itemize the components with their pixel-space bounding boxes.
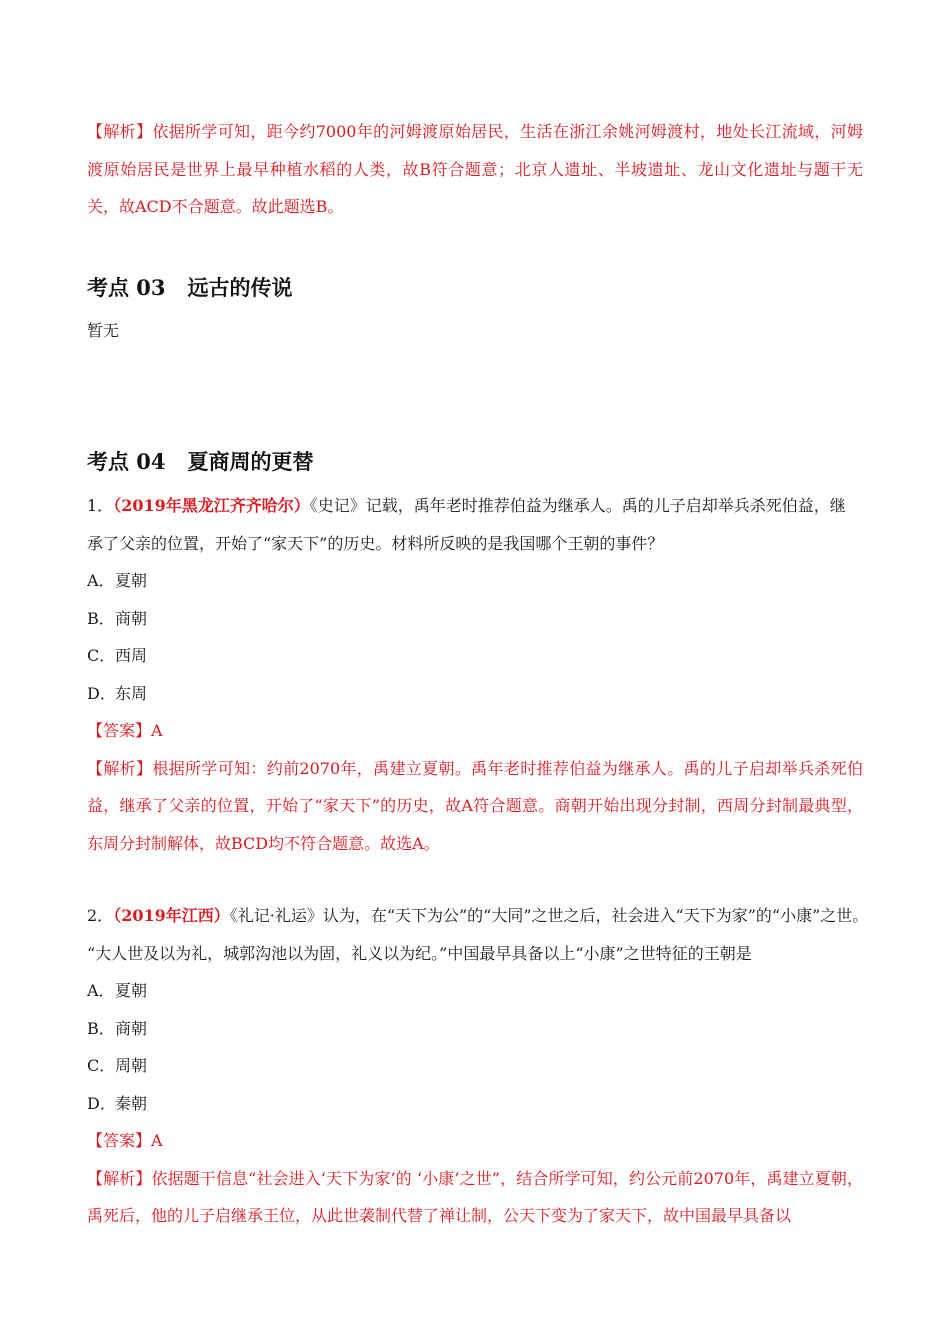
question-stem-line: 承了父亲的位置，开始了“家天下”的历史。材料所反映的是我国哪个王朝的事件？ [87,533,664,553]
question-number: 1． [87,496,114,515]
option-d [87,675,863,713]
option-label: A． [87,571,115,590]
option-label: C． [87,646,116,665]
answer-line [87,1122,863,1160]
option-text: 商朝 [115,1018,148,1038]
option-label: D． [87,683,116,703]
analysis-label: 【解析】 [87,758,153,778]
analysis-paragraph [87,1160,863,1235]
section-title: 远古的传说 [187,275,293,300]
answer-label: 【答案】 [87,1131,152,1150]
option-text: 西周 [115,646,148,665]
analysis-text: 根据所学可知：约前2070年，禹建立夏朝。禹年老时推荐伯益为继承人。禹的儿子启却举兵杀死伯益，继承了父亲的位置，开始了“家天下”的历史，故A符合题意。商朝开始出现分封制，西周分封制最典型，东周分封制解体，故BCD均不符合题意。故选A。 [87,758,863,853]
option-label: B． [87,608,115,628]
section-title: 夏商周的更替 [187,449,314,474]
option-text: 东周 [115,683,148,703]
question-1 [87,487,863,862]
section-number: 考点 04 [87,449,166,474]
option-text: 周朝 [115,1056,148,1075]
option-label: C． [87,1056,116,1075]
answer-value: A [151,1131,163,1150]
question-source: （2019年江西） [113,906,230,925]
top-analysis [87,113,863,226]
section-03-body: 暂无 [87,321,120,340]
option-text: 商朝 [115,608,148,628]
option-text: 秦朝 [115,1093,148,1113]
question-stem-line [87,487,863,525]
option-c [87,637,863,675]
option-c [87,1047,863,1085]
section-heading-04 [87,447,863,477]
question-2 [87,897,869,1235]
option-label: B． [87,1018,115,1038]
option-d [87,1085,863,1123]
section-heading-03 [87,273,863,303]
option-text: 夏朝 [115,571,148,590]
answer-value: A [151,721,163,740]
analysis-label: 【解析】 [87,122,153,141]
section-number: 考点 03 [87,275,166,300]
analysis-paragraph [87,750,863,863]
option-label: A． [87,981,115,1000]
analysis-text: 依据题干信息“社会进入‘天下为家’的 ‘小康’之世”，结合所学可知，约公元前2070年，禹建立夏朝，禹死后，他的儿子启继承王位，从此世袭制代替了禅让制，公天下变为了家天下，故中国最早具备以 [87,1168,863,1225]
option-b [87,1010,863,1048]
question-stem-line: “大人世及以为礼，城郭沟池以为固，礼义以为纪。”中国最早具备以上“小康”之世特征的王朝是 [87,943,752,963]
option-text: 夏朝 [115,981,148,1000]
option-a [87,562,863,600]
answer-line [87,712,863,750]
question-source: （2019年黑龙江齐齐哈尔） [113,496,310,515]
option-label: D． [87,1093,116,1113]
analysis-label: 【解析】 [87,1168,152,1188]
option-b [87,600,863,638]
analysis-text: 依据所学可知，距今约7000年的河姆渡原始居民，生活在浙江余姚河姆渡村，地处长江流域，河姆渡原始居民是世界上最早种植水稻的人类，故B符合题意；北京人遗址、半坡遗址、龙山文化遗址与题干无关，故ACD不合题意。故此题选B。 [87,122,863,216]
answer-label: 【答案】 [87,721,152,740]
question-text: 《礼记·礼运》认为，在“天下为公”的“大同”之世之后，社会进入“天下为家”的“小康”之世。 [229,906,869,925]
option-a [87,972,863,1010]
question-stem-line [87,897,869,935]
question-number: 2． [87,906,114,925]
question-text: 《史记》记载，禹年老时推荐伯益为继承人。禹的儿子启却举兵杀死伯益，继 [309,496,846,515]
